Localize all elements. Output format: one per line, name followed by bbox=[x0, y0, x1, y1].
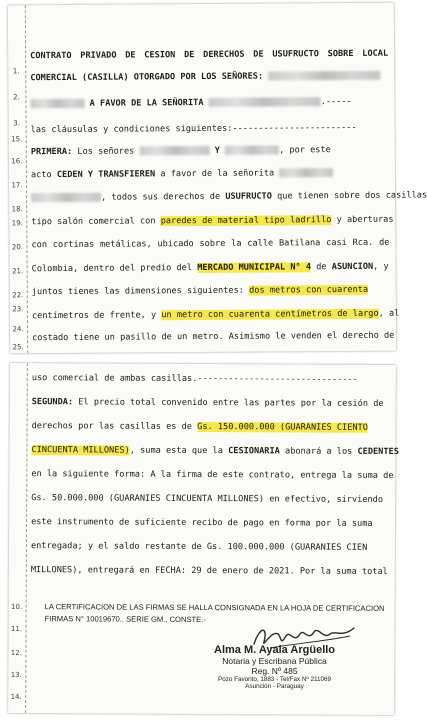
notary-address: Pozo Favorito, 1883 - Tel/Fax Nº 211069 bbox=[218, 676, 332, 683]
contract-line: MILLONES), entregará en FECHA: 29 de enero de 2021. Por la suma total bbox=[30, 565, 388, 577]
contract-line: PRIMERA: Los señores Y , por este bbox=[30, 145, 331, 158]
line-number: 13. bbox=[10, 671, 22, 680]
redacted-name bbox=[268, 71, 380, 81]
redacted-name bbox=[225, 145, 279, 154]
contract-line: acto CEDEN Y TRANSFIEREN a favor de la señorita bbox=[31, 166, 389, 182]
contract-page-top bbox=[8, 3, 428, 354]
margin-line bbox=[25, 363, 28, 713]
line-number: 15. bbox=[11, 135, 23, 144]
line-number: 24. bbox=[12, 325, 24, 334]
contract-line: derechos por las casillas es de Gs. 150.000.000 (GUARANIES CIENTO bbox=[31, 421, 368, 433]
line-number: 23. bbox=[12, 305, 24, 314]
contract-line: , todos sus derechos de USUFRUCTO que tienen sobre dos casillas bbox=[31, 189, 389, 205]
line-number: 22. bbox=[12, 291, 24, 300]
highlight: dos metros con cuarenta bbox=[249, 284, 369, 296]
contract-page-bottom bbox=[8, 363, 399, 715]
line-number: 20. bbox=[11, 243, 24, 252]
contract-line: centímetros de frente, y un metro con cuarenta centímetros de largo, al bbox=[31, 308, 400, 322]
line-number: 10. bbox=[11, 603, 23, 612]
line-number: 21. bbox=[12, 267, 24, 276]
redacted-name bbox=[139, 146, 209, 155]
notary-city: Asunción - Paraguay bbox=[245, 683, 304, 690]
contract-line: A FAVOR DE LA SEÑORITA .----- bbox=[30, 95, 388, 111]
line-number: 25. bbox=[12, 343, 24, 352]
contract-line: CINCUENTA MILLONES), suma esta que la CESIONARIA abonará a los CEDENTES bbox=[31, 445, 399, 458]
contract-line: Colombia, dentro del predio del MERCADO MUNICIPAL N° 4 de ASUNCION, y bbox=[31, 261, 389, 275]
notary-name: Alma M. Ayala Argüello bbox=[214, 644, 336, 656]
contract-line: uso comercial de ambas casillas.------------------------------- bbox=[31, 373, 358, 385]
contract-line: COMERCIAL (CASILLA) OTORGADO POR LOS SEÑORES: bbox=[30, 69, 388, 85]
contract-line: SEGUNDA: El precio total convenido entre las partes por la cesión de bbox=[31, 397, 384, 409]
line-number: 14. bbox=[10, 693, 22, 702]
highlight: MERCADO MUNICIPAL N° 4 bbox=[197, 262, 312, 274]
contract-title: CONTRATO PRIVADO DE CESION DE DERECHOS DE USUFRUCTO SOBRE LOCAL bbox=[30, 48, 389, 62]
margin-line bbox=[25, 5, 28, 353]
redacted-name bbox=[30, 99, 84, 108]
contract-line: costado tiene un pasillo de un metro. Asimismo le venden el derecho de bbox=[32, 330, 395, 344]
line-number: 19. bbox=[11, 219, 23, 228]
contract-line: en la siguiente forma: A la firma de este contrato, entrega la suma de bbox=[31, 469, 394, 482]
line-number: 2. bbox=[13, 93, 20, 102]
highlight: un metro con cuarenta centímetros de largo bbox=[161, 308, 379, 321]
contract-line: juntos tienes las dimensiones siguientes: dos metros con cuarenta bbox=[31, 284, 369, 298]
line-number: 11. bbox=[10, 625, 23, 634]
contract-line: tipo salón comercial con paredes de material tipo ladrillo y aberturas bbox=[31, 214, 394, 228]
highlight: CINCUENTA MILLONES) bbox=[31, 445, 130, 456]
line-number: 17. bbox=[11, 181, 23, 190]
redacted-name bbox=[209, 97, 321, 107]
notary-title: Notaria y Escribana Pública bbox=[222, 656, 327, 666]
contract-line: este instrumento de suficiente recibo de pago en forma por la suma bbox=[31, 517, 373, 529]
contract-line: entregada; y el saldo restante de Gs. 100.000.000 (GUARANIES CIEN bbox=[30, 541, 368, 553]
redacted-name bbox=[31, 193, 101, 202]
contract-line: Gs. 50.000.000 (GUARANIES CINCUENTA MILLONES) en efectivo, sirviendo bbox=[31, 493, 384, 505]
highlight: paredes de material tipo ladrillo bbox=[160, 215, 332, 227]
notary-stamp bbox=[214, 644, 335, 690]
line-number: 18. bbox=[11, 205, 23, 214]
redacted-name bbox=[279, 168, 333, 177]
highlight: Gs. 150.000.000 (GUARANIES CIENTO bbox=[197, 421, 368, 433]
line-number: 16. bbox=[11, 157, 23, 166]
contract-line: con cortinas metálicas, ubicado sobre la calle Batilana casi Rca. de bbox=[31, 237, 390, 251]
certification-note: FIRMAS N° 10019670.. SERIE GM., CONSTE.- bbox=[44, 614, 206, 625]
notary-registry: Reg. Nº 485 bbox=[251, 666, 298, 676]
line-number: 3. bbox=[13, 119, 20, 128]
contract-line: las cláusulas y condiciones siguientes:------------------------ bbox=[30, 122, 357, 136]
line-number: 1. bbox=[12, 67, 20, 76]
certification-note: LA CERTIFICACION DE LAS FIRMAS SE HALLA CONSIGNADA EN LA HOJA DE CERTIFICACION bbox=[44, 602, 385, 613]
line-number: 12. bbox=[10, 649, 22, 658]
